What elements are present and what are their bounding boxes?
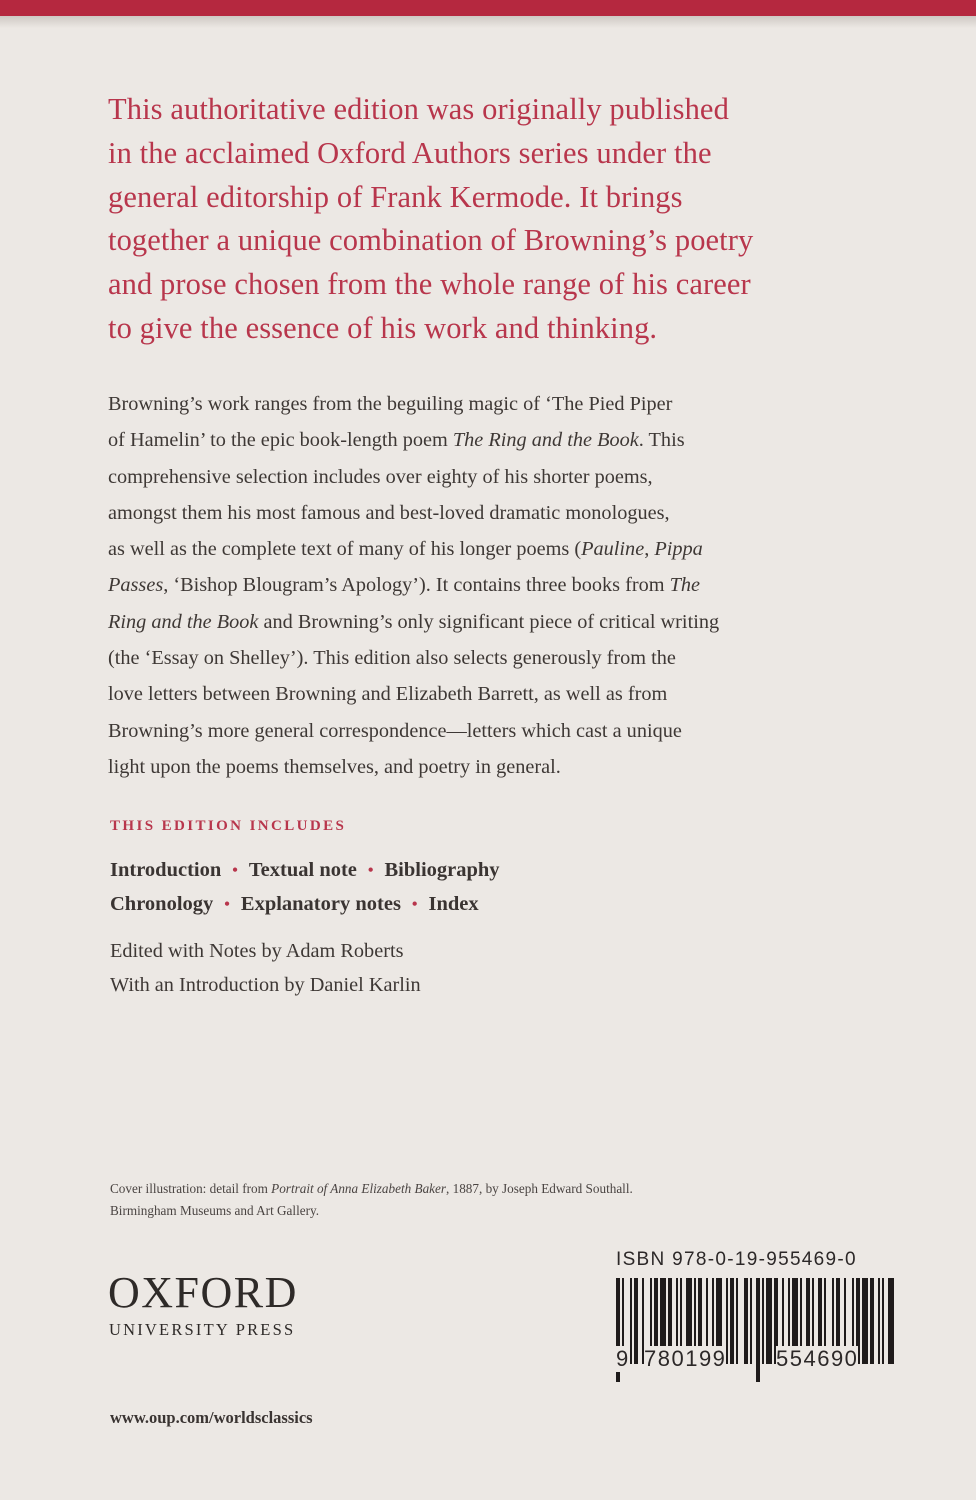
includes-item: Explanatory notes	[240, 893, 401, 915]
text-span: amongst them his most famous and best-loved dramatic monologues,	[108, 501, 670, 524]
includes-heading: THIS EDITION INCLUDES	[110, 818, 347, 834]
text-span: (the ‘Essay on Shelley’). This edition also selects generously from the	[108, 647, 676, 670]
blurb-line: This authoritative edition was originally published	[108, 92, 729, 126]
text-span: comprehensive selection includes over eighty of his shorter poems,	[108, 465, 653, 488]
text-span: ,	[644, 538, 655, 561]
oxford-logo	[108, 1268, 298, 1340]
barcode-bar	[736, 1278, 738, 1364]
cover-credit-line: Birmingham Museums and Art Gallery.	[110, 1202, 320, 1218]
barcode-bar	[634, 1278, 638, 1364]
description-line	[108, 531, 938, 567]
text-span: Browning’s more general correspondence—letters which cast a unique	[108, 719, 682, 742]
barcode-bar	[762, 1278, 764, 1364]
description-line	[108, 495, 938, 531]
cover-credit-line	[110, 1178, 633, 1200]
italic-title: The	[669, 574, 701, 597]
blurb-line: and prose chosen from the whole range of his career	[108, 267, 751, 302]
isbn-label: ISBN 978-0-19-955469-0	[616, 1249, 857, 1270]
top-color-band	[0, 0, 976, 16]
text-span: , ‘Bishop Blougram’s Apology’). It contains three books from	[163, 574, 670, 597]
includes-item: Index	[428, 893, 479, 915]
bullet-separator: •	[411, 896, 418, 913]
includes-row	[110, 888, 500, 922]
text-span: . This	[638, 429, 685, 452]
includes-item: Bibliography	[384, 859, 500, 881]
barcode-bar	[888, 1278, 894, 1364]
description-line	[108, 386, 938, 422]
barcode-bar	[870, 1278, 874, 1364]
barcode-bar	[750, 1278, 752, 1364]
description-paragraph	[108, 386, 938, 785]
description-line	[108, 713, 938, 749]
description-line	[108, 676, 938, 712]
text-span: light upon the poems themselves, and poetry in general.	[108, 755, 561, 778]
barcode-right-digits: 554690	[776, 1346, 859, 1371]
text-span: , 1887, by Joseph Edward Southall.	[446, 1181, 633, 1196]
credits	[110, 934, 421, 1002]
bullet-separator: •	[232, 862, 238, 879]
bullet-separator: •	[367, 862, 374, 879]
includes-list	[110, 854, 500, 922]
blurb-paragraph	[108, 88, 908, 351]
includes-item: Chronology	[110, 893, 214, 915]
text-span: Browning’s work ranges from the beguiling magic of ‘The Pied Piper	[108, 393, 673, 415]
italic-title: Pauline	[581, 538, 645, 561]
publisher-subtitle: UNIVERSITY PRESS	[109, 1320, 296, 1339]
barcode-bar	[730, 1278, 734, 1364]
text-span: and Browning’s only significant piece of critical writing	[258, 610, 720, 633]
barcode-bar	[878, 1278, 880, 1364]
description-line	[108, 640, 938, 676]
description-line	[108, 459, 938, 495]
barcode-bar	[744, 1278, 748, 1364]
text-span: as well as the complete text of many of his longer poems (	[108, 538, 582, 561]
barcode-left-digits: 780199	[644, 1346, 727, 1371]
italic-title: Passes	[108, 574, 164, 597]
text-span: of Hamelin’ to the epic book-length poem	[108, 429, 453, 452]
italic-title: Ring and the Book	[108, 610, 259, 633]
barcode-bar	[630, 1278, 632, 1364]
blurb-line: in the acclaimed Oxford Authors series under the	[108, 135, 712, 170]
barcode-lead-digit: 9	[616, 1346, 630, 1371]
description-line	[108, 749, 938, 785]
barcode-bar	[882, 1278, 884, 1364]
italic-title: Pippa	[654, 538, 703, 561]
website-url: www.oup.com/worldsclassics	[110, 1408, 313, 1427]
text-span: Cover illustration: detail from	[110, 1181, 272, 1196]
barcode-bar	[862, 1278, 868, 1364]
description-line	[108, 567, 938, 603]
top-band-shadow	[0, 16, 976, 28]
blurb-line: general editorship of Frank Kermode. It brings	[108, 179, 683, 214]
cover-illustration-credit	[110, 1178, 633, 1221]
barcode-bar	[766, 1278, 772, 1364]
description-line	[108, 422, 938, 458]
description-line	[108, 604, 938, 640]
editor-credit: Edited with Notes by Adam Roberts	[110, 940, 404, 962]
includes-item: Introduction	[110, 859, 222, 881]
italic-title: Portrait of Anna Elizabeth Baker	[271, 1181, 446, 1196]
includes-item: Textual note	[248, 859, 357, 881]
blurb-line: together a unique combination of Browning’s poetry	[108, 223, 754, 258]
italic-title: The Ring and the Book	[452, 429, 639, 452]
introduction-credit: With an Introduction by Daniel Karlin	[110, 974, 421, 996]
bullet-separator: •	[224, 896, 230, 913]
blurb-line: to give the essence of his work and thinking.	[108, 310, 658, 345]
barcode-bar	[756, 1278, 760, 1382]
text-span: love letters between Browning and Elizabeth Barrett, as well as from	[108, 683, 668, 706]
includes-row	[110, 854, 500, 888]
publisher-name: OXFORD	[108, 1268, 298, 1317]
